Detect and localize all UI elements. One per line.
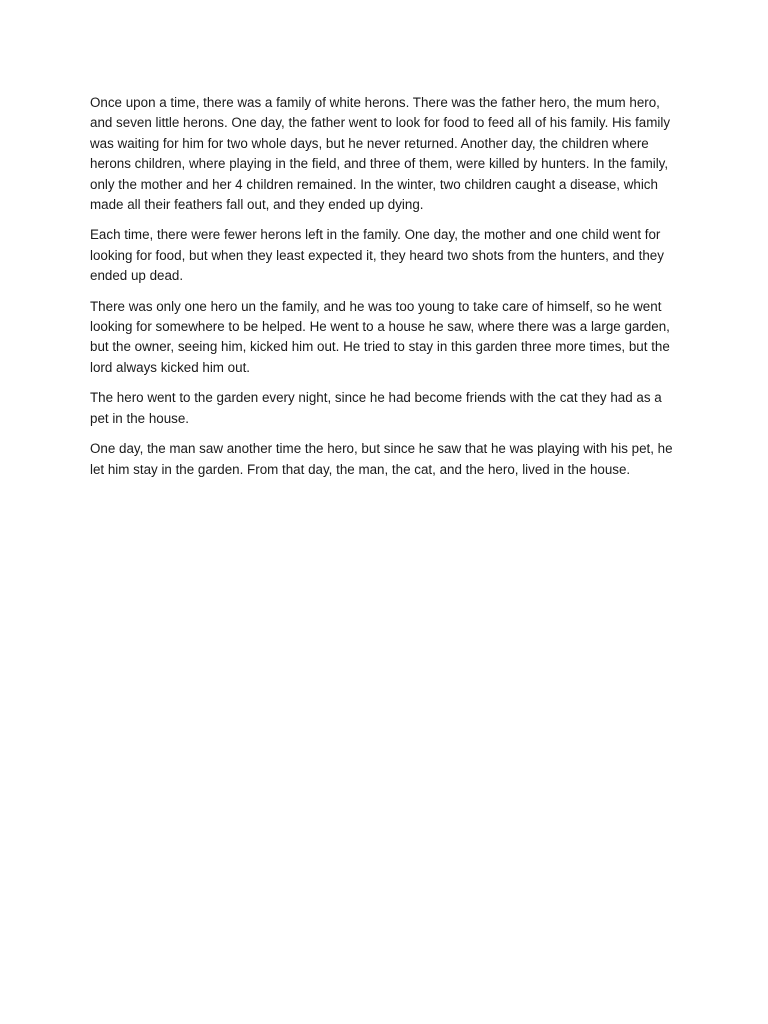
paragraph-3: There was only one hero un the family, and he was too young to take care of himself, so he went looking for somewhere to be helped. He went to a house he saw, where there was a large garden, but the owner, seeing him, kicked him out. He tried to stay in this garden three more times, but the lord always kicked him out. xyxy=(90,298,670,375)
paragraph-2: Each time, there were fewer herons left in the family. One day, the mother and one child went for looking for food, but when they least expected it, they heard two shots from the hunters, and they ended up dead. xyxy=(90,227,664,284)
document-page xyxy=(90,93,682,490)
paragraph-5: One day, the man saw another time the hero, but since he saw that he was playing with his pet, he let him stay in the garden. From that day, the man, the cat, and the hero, lived in the house. xyxy=(90,441,673,477)
paragraph-4: The hero went to the garden every night, since he had become friends with the cat they had as a pet in the house. xyxy=(90,390,662,426)
paragraph-1: Once upon a time, there was a family of white herons. There was the father hero, the mum hero, and seven little herons. One day, the father went to look for food to feed all of his family. His family was waiting for him for two whole days, but he never returned. Another day, the children where herons children, where playing in the field, and three of them, were killed by hunters. In the family, only the mother and her 4 children remained. In the winter, two children caught a disease, which made all their feathers fall out, and they ended up dying. xyxy=(90,95,671,213)
